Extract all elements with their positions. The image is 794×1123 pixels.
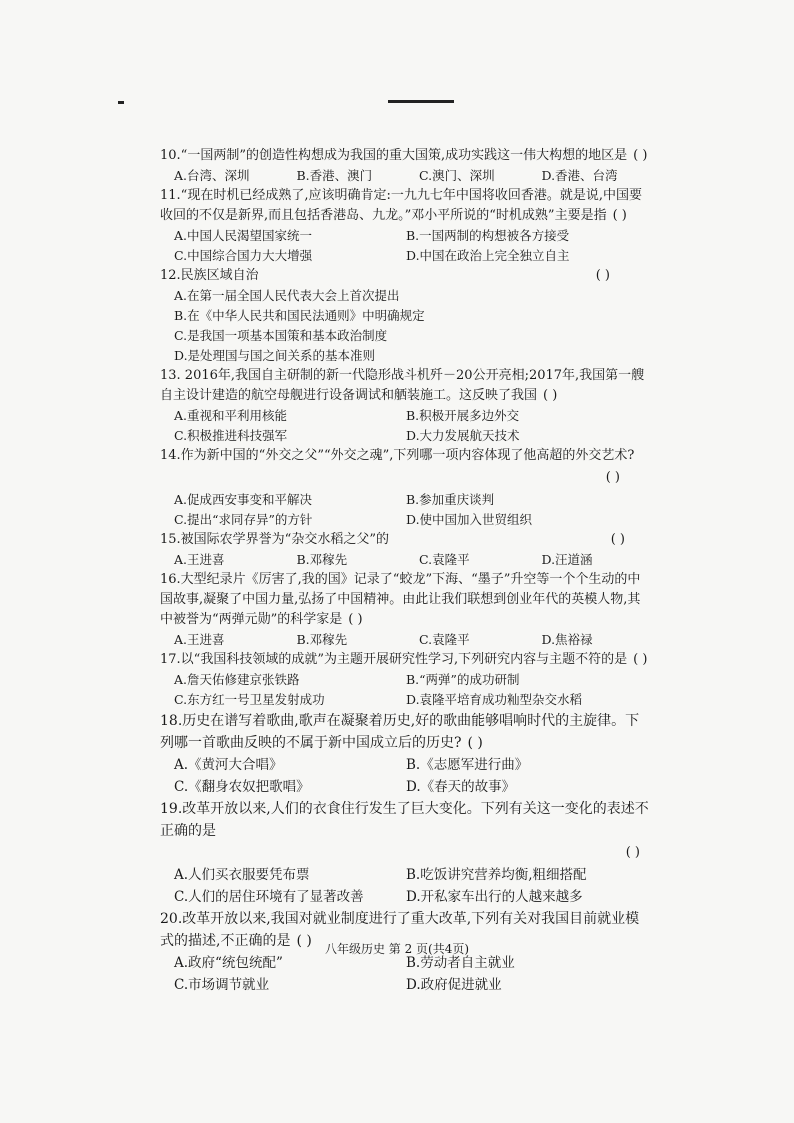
answer-paren[interactable]: ( ): [296, 933, 312, 949]
option-d[interactable]: D.政府促进就业: [406, 977, 502, 993]
options: [160, 406, 650, 446]
options: [160, 754, 650, 798]
option-b[interactable]: B.吃饭讲究营养均衡,粗细搭配: [406, 867, 587, 883]
option-a[interactable]: A.政府“统包统配”: [174, 955, 283, 971]
question-stem: 16.大型纪录片《厉害了,我的国》记录了“蛟龙”下海、“墨子”升空等一个个生动的中国故事,凝聚了中国力量,弘扬了中国精神。由此让我们联想到创业年代的英模人物,其中被誉为“两弹元勋”的科学家是 ( ): [160, 572, 641, 627]
option-d[interactable]: D.焦裕禄: [541, 632, 593, 647]
option-b[interactable]: B.邓稼先: [296, 552, 348, 567]
option-d[interactable]: D.香港、台湾: [541, 168, 618, 183]
answer-paren[interactable]: ( ): [605, 470, 620, 485]
options: [160, 226, 650, 266]
option-c[interactable]: C.东方红一号卫星发射成功: [174, 692, 325, 707]
question-10: [160, 146, 650, 186]
options: [160, 550, 650, 570]
option-a[interactable]: A.重视和平利用核能: [174, 408, 288, 423]
option-c[interactable]: C.人们的居住环境有了显著改善: [174, 889, 364, 905]
option-d[interactable]: D.袁隆平培育成功籼型杂交水稻: [406, 692, 583, 707]
options: [160, 864, 650, 908]
option-c[interactable]: C.袁隆平: [419, 632, 470, 647]
answer-paren[interactable]: ( ): [543, 388, 558, 403]
question-12: [160, 266, 650, 366]
options: [160, 166, 650, 186]
option-c[interactable]: C.中国综合国力大大增强: [174, 248, 313, 263]
page-footer: 八年级历史 第 2 页(共4页): [324, 942, 470, 956]
question-13: [160, 366, 650, 446]
option-b[interactable]: B.劳动者自主就业: [406, 955, 515, 971]
option-a[interactable]: A.詹天佑修建京张铁路: [174, 672, 300, 687]
options: [160, 490, 650, 530]
option-d[interactable]: D.汪道涵: [541, 552, 593, 567]
answer-paren[interactable]: ( ): [625, 845, 640, 860]
option-b[interactable]: B.在《中华人民共和国民法通则》中明确规定: [174, 308, 425, 323]
option-d[interactable]: D.使中国加入世贸组织: [406, 512, 533, 527]
option-c[interactable]: C.袁隆平: [419, 552, 470, 567]
option-b[interactable]: B.香港、澳门: [296, 168, 373, 183]
answer-paren[interactable]: ( ): [610, 532, 625, 547]
option-b[interactable]: B.一国两制的构想被各方接受: [406, 228, 570, 243]
option-a[interactable]: A.中国人民渴望国家统一: [174, 228, 313, 243]
option-a[interactable]: A.促成西安事变和平解决: [174, 492, 313, 507]
option-a[interactable]: A.王进喜: [174, 552, 225, 567]
option-b[interactable]: B.参加重庆谈判: [406, 492, 495, 507]
option-b[interactable]: B.邓稼先: [296, 632, 348, 647]
question-stem: 14.作为新中国的“外交之父”“外交之魂”,下列哪一项内容体现了他高超的外交艺术?: [160, 448, 635, 463]
question-stem: 17.以“我国科技领域的成就”为主题开展研究性学习,下列研究内容与主题不符的是 ( ): [160, 652, 648, 667]
question-stem: 10.“一国两制”的创造性构想成为我国的重大国策,成功实践这一伟大构想的地区是 ( ): [160, 148, 648, 163]
question-stem: 12.民族区域自治 ( ): [160, 266, 650, 286]
options: [160, 670, 650, 710]
option-d[interactable]: D.中国在政治上完全独立自主: [406, 248, 570, 263]
question-stem: 19.改革开放以来,人们的衣食住行发生了巨大变化。下列有关这一变化的表述不正确的是: [160, 801, 649, 839]
option-d[interactable]: D.《春天的故事》: [406, 779, 516, 795]
header-rule: [388, 100, 454, 103]
option-a[interactable]: A.在第一届全国人民代表大会上首次提出: [174, 288, 400, 303]
option-a[interactable]: A.《黄河大合唱》: [174, 757, 283, 773]
answer-paren[interactable]: ( ): [633, 148, 648, 163]
answer-paren[interactable]: ( ): [595, 268, 610, 283]
option-c[interactable]: C.澳门、深圳: [419, 168, 495, 183]
option-c[interactable]: C.提出“求同存异”的方针: [174, 512, 313, 527]
question-19: [160, 798, 650, 908]
option-c[interactable]: C.市场调节就业: [174, 977, 270, 993]
answer-paren[interactable]: ( ): [612, 208, 627, 223]
answer-paren[interactable]: ( ): [633, 652, 648, 667]
question-stem: 18.历史在谱写着歌曲,歌声在凝聚着历史,好的歌曲能够唱响时代的主旋律。下列哪一首歌曲反映的不属于新中国成立后的历史? ( ): [160, 713, 640, 751]
option-c[interactable]: C.是我国一项基本国策和基本政治制度: [174, 328, 388, 343]
options: [160, 952, 650, 996]
option-b[interactable]: B.《志愿军进行曲》: [406, 757, 529, 773]
options: [160, 630, 650, 650]
option-d[interactable]: D.是处理国与国之间关系的基本准则: [174, 348, 376, 363]
question-14: [160, 446, 650, 530]
question-15: [160, 530, 650, 570]
question-stem: 20.改革开放以来,我国对就业制度进行了重大改革,下列有关对我国目前就业模式的描述,不正确的是 ( ): [160, 911, 640, 949]
option-c[interactable]: C.《翻身农奴把歌唱》: [174, 779, 310, 795]
option-a[interactable]: A.王进喜: [174, 632, 225, 647]
scan-mark: [118, 101, 124, 104]
answer-paren[interactable]: ( ): [348, 612, 363, 627]
option-c[interactable]: C.积极推进科技强军: [174, 428, 288, 443]
option-d[interactable]: D.开私家车出行的人越来越多: [406, 889, 583, 905]
question-stem: 15.被国际农学界誉为“杂交水稻之父”的 ( ): [160, 530, 650, 550]
question-stem: 11.“现在时机已经成熟了,应该明确肯定:一九九七年中国将收回香港。就是说,中国要收回的不仅是新界,而且包括香港岛、九龙。”邓小平所说的“时机成熟”主要是指 ( ): [160, 188, 642, 223]
option-a[interactable]: A.人们买衣服要凭布票: [174, 867, 310, 883]
question-stem: 13. 2016年,我国自主研制的新一代隐形战斗机歼－20公开亮相;2017年,我国第一艘自主设计建造的航空母舰进行设备调试和舾装施工。这反映了我国 ( ): [160, 368, 645, 403]
question-16: [160, 570, 650, 650]
question-11: [160, 186, 650, 266]
question-17: [160, 650, 650, 710]
answer-paren[interactable]: ( ): [467, 735, 483, 751]
question-18: [160, 710, 650, 798]
option-b[interactable]: B.积极开展多边外交: [406, 408, 520, 423]
option-d[interactable]: D.大力发展航天技术: [406, 428, 520, 443]
option-a[interactable]: A.台湾、深圳: [174, 168, 250, 183]
option-b[interactable]: B.“两弹”的成功研制: [406, 672, 520, 687]
question-list: [160, 146, 650, 996]
